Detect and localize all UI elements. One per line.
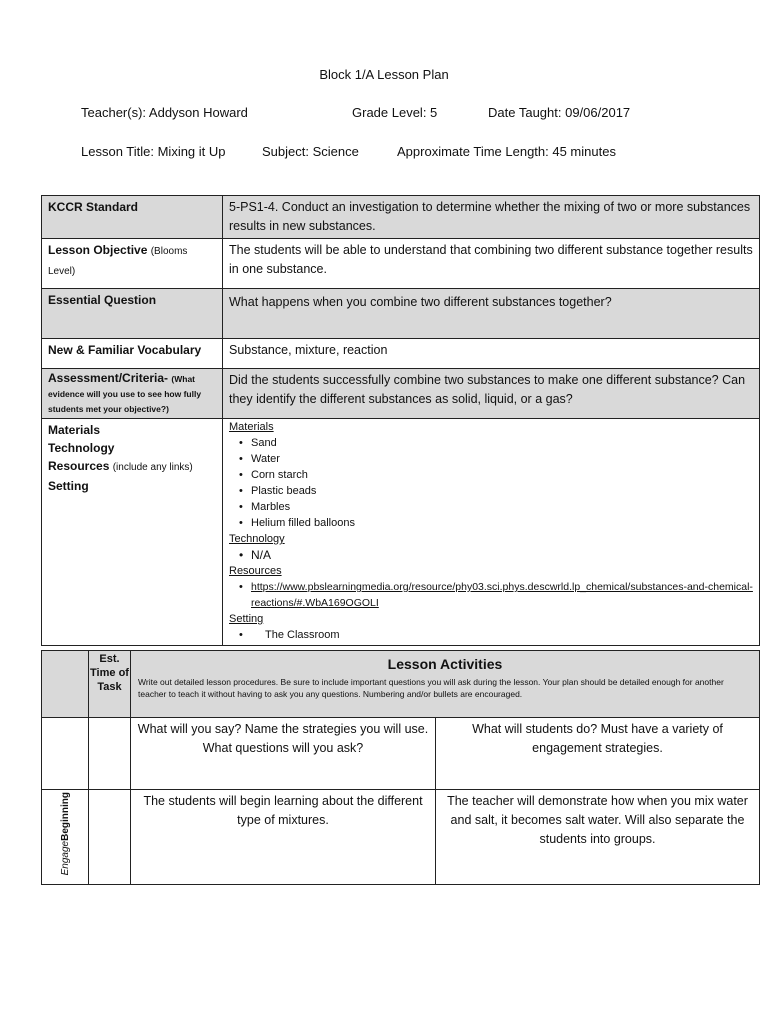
lesson-activities-title: Lesson Activities: [387, 656, 503, 672]
setting-heading: Setting: [229, 613, 264, 625]
vocabulary-value: Substance, mixture, reaction: [223, 339, 760, 369]
list-item: • Corn starch: [237, 467, 753, 483]
assessment-value: Did the students successfully combine two substances to make one different substance? Can they identify the different substances as solid, liquid, or a gas?: [223, 369, 760, 419]
kccr-row: [42, 196, 760, 239]
grade-field: Grade Level: 5: [352, 105, 438, 120]
lesson-title-field: Lesson Title: Mixing it Up: [81, 144, 226, 159]
materials-list: [229, 435, 753, 531]
stage-italic-label: Engage: [59, 840, 71, 876]
vocabulary-row: [42, 339, 760, 369]
time-length-field: Approximate Time Length: 45 minutes: [397, 144, 616, 159]
list-item: • Helium filled balloons: [237, 515, 753, 531]
assessment-sublabel: (What evidence will you use to see how fully students met your objective?): [48, 374, 202, 414]
stage-header-cell: [42, 651, 89, 718]
technology-heading: Technology: [229, 533, 285, 545]
essential-question-row: [42, 289, 760, 339]
objective-value: The students will be able to understand that combining two different substance together results in one substance.: [223, 239, 760, 289]
resources-sublabel: (include any links): [112, 462, 193, 473]
resources-label-line: [48, 457, 216, 477]
materials-label-cell: [42, 419, 223, 646]
assessment-row: [42, 369, 760, 419]
assessment-label-cell: [42, 369, 223, 419]
activities-header-row: [42, 651, 760, 718]
list-item: [237, 579, 753, 611]
lesson-activities-description: Write out detailed lesson procedures. Be sure to include important questions you will ask during the lesson. Your plan should be detailed enough for another teacher to teach it without having to ask you any questions. Numbering and/or bullets are encouraged.: [138, 677, 724, 699]
lesson-activities-header: [131, 651, 760, 718]
list-item: • N/A: [237, 547, 753, 563]
prompt-est-cell: [89, 718, 131, 790]
student-prompt: What will students do? Must have a variety of engagement strategies.: [436, 718, 760, 790]
resource-link[interactable]: https://www.pbslearningmedia.org/resource/phy03.sci.phys.descwrld.lp_chemical/substances-and-chemical-reactions/#.WbA169OGOLI: [251, 581, 753, 609]
list-item: • Plastic beads: [237, 483, 753, 499]
kccr-value: 5-PS1-4. Conduct an investigation to determine whether the mixing of two or more substances results in new substances.: [223, 196, 760, 239]
standards-table: [41, 195, 760, 646]
subject-field: Subject: Science: [262, 144, 359, 159]
objective-label-cell: [42, 239, 223, 289]
date-field: Date Taught: 09/06/2017: [488, 105, 631, 120]
teacher-prompt: What will you say? Name the strategies you will use. What questions will you ask?: [131, 718, 436, 790]
materials-heading: Materials: [229, 421, 274, 433]
stage-label: [60, 792, 71, 875]
resources-list: [229, 579, 753, 611]
stage-cell: [42, 790, 89, 885]
list-item: • The Classroom: [237, 627, 753, 643]
resources-label: Resources: [48, 459, 110, 473]
materials-value-cell: [223, 419, 760, 646]
essential-question-label: Essential Question: [42, 289, 223, 339]
teacher-field: Teacher(s): Addyson Howard: [81, 105, 248, 120]
list-item: • Sand: [237, 435, 753, 451]
engage-est-cell: [89, 790, 131, 885]
technology-list: [229, 547, 753, 563]
prompt-stage-cell: [42, 718, 89, 790]
objective-row: [42, 239, 760, 289]
materials-row: [42, 419, 760, 646]
kccr-label: KCCR Standard: [42, 196, 223, 239]
page-title: Block 1/A Lesson Plan: [319, 67, 449, 82]
est-time-header: Est. Time of Task: [89, 651, 131, 718]
prompt-row: [42, 718, 760, 790]
essential-question-value: What happens when you combine two different substances together?: [223, 289, 760, 339]
list-item: • Water: [237, 451, 753, 467]
activities-table: [41, 650, 760, 885]
resources-heading: Resources: [229, 565, 282, 577]
materials-label: Materials: [48, 423, 101, 437]
list-item: • Marbles: [237, 499, 753, 515]
objective-sublabel: (Blooms Level): [48, 246, 188, 277]
student-activity: The teacher will demonstrate how when you mix water and salt, it becomes salt water. Will also separate the students into groups.: [436, 790, 760, 885]
teacher-activity: The students will begin learning about the different type of mixtures.: [131, 790, 436, 885]
objective-label: Lesson Objective: [48, 243, 148, 257]
engage-row: [42, 790, 760, 885]
setting-label: Setting: [48, 479, 89, 493]
technology-label: Technology: [48, 441, 115, 455]
assessment-label: Assessment/Criteria-: [48, 371, 169, 385]
setting-list: [229, 627, 753, 643]
vocabulary-label: New & Familiar Vocabulary: [42, 339, 223, 369]
stage-bold-label: Beginning: [59, 792, 71, 841]
